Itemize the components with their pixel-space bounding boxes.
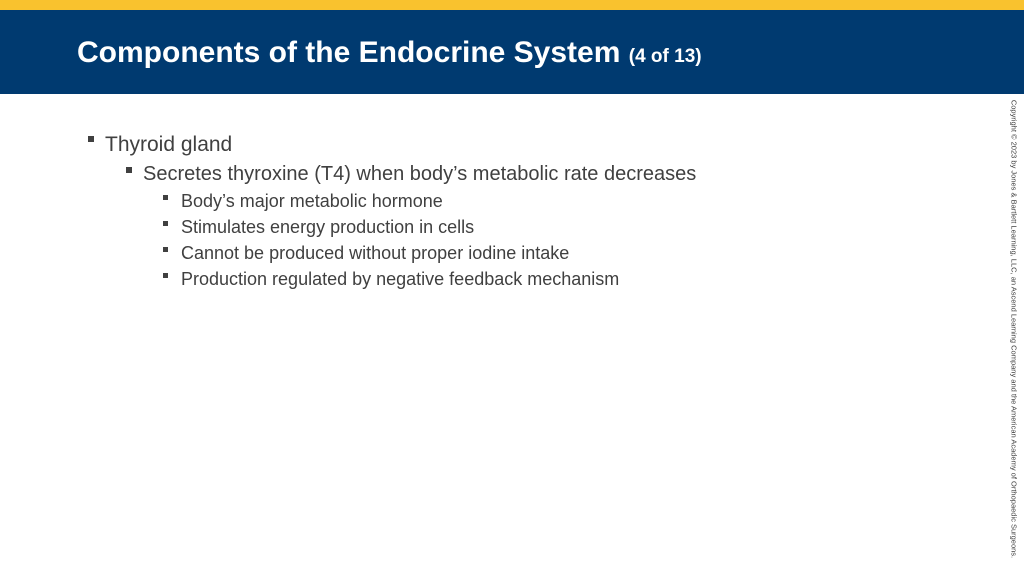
square-bullet-icon bbox=[126, 167, 132, 173]
bullet-level1 bbox=[88, 131, 232, 159]
slide-title-text: Components of the Endocrine System bbox=[77, 36, 621, 69]
copyright-notice: Copyright © 2023 by Jones & Bartlett Learning, LLC, an Ascend Learning Company and the American Academy of Orthopaedic Surgeons. bbox=[1009, 99, 1019, 559]
bullet-text: Thyroid gland bbox=[105, 133, 233, 156]
top-accent-stripe bbox=[0, 0, 1024, 10]
slide-title bbox=[77, 33, 702, 77]
bullet-level3 bbox=[163, 215, 474, 239]
slide-counter: (4 of 13) bbox=[628, 46, 702, 67]
bullet-text: Body’s major metabolic hormone bbox=[181, 191, 443, 211]
bullet-text: Stimulates energy production in cells bbox=[181, 217, 475, 237]
bullet-text: Secretes thyroxine (T4) when body’s metabolic rate decreases bbox=[143, 163, 697, 185]
bullet-text: Production regulated by negative feedback mechanism bbox=[181, 269, 620, 289]
bullet-level3 bbox=[163, 189, 443, 213]
square-bullet-icon bbox=[163, 273, 168, 278]
bullet-level2 bbox=[126, 161, 696, 187]
square-bullet-icon bbox=[163, 247, 168, 252]
square-bullet-icon bbox=[163, 195, 168, 200]
bullet-level3 bbox=[163, 267, 619, 291]
square-bullet-icon bbox=[88, 136, 94, 142]
bullet-text: Cannot be produced without proper iodine intake bbox=[181, 243, 570, 263]
bullet-level3 bbox=[163, 241, 569, 265]
square-bullet-icon bbox=[163, 221, 168, 226]
